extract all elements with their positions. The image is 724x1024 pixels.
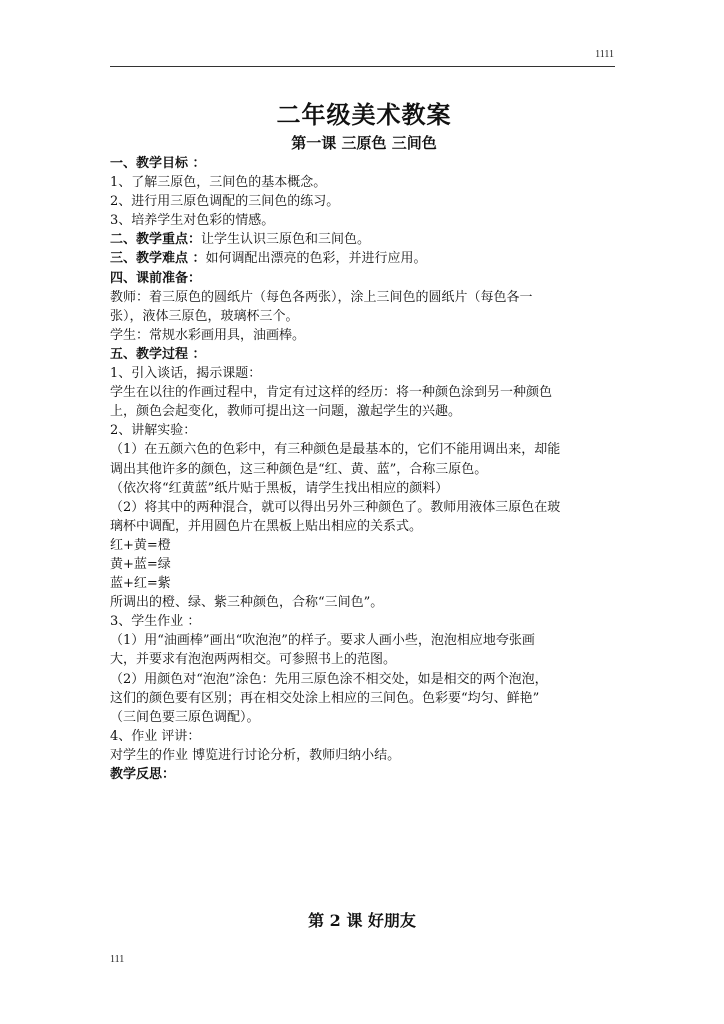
text-line — [110, 249, 618, 268]
text-line: 1、引入谈话，揭示课题： — [110, 366, 262, 382]
document-title: 二年级美术教案 — [276, 100, 452, 129]
text-line: 3、学生作业 ： — [110, 614, 201, 630]
text-line: 这们的颜色要有区别；再在相交处涂上相应的三间色。色彩要“均匀、鲜艳” — [110, 690, 540, 706]
text-line: 璃杯中调配，并用圆色片在黑板上贴出相应的关系式。 — [110, 518, 423, 534]
section-text: 让学生认识三原色和三间色。 — [201, 232, 371, 248]
lesson-subtitle: 第一课 三原色 三间色 — [291, 134, 437, 152]
text-line: 所调出的橙、绿、紫三种颜色，合称“三间色”。 — [110, 595, 384, 611]
text-line: 2、进行用三原色调配的三间色的练习。 — [110, 194, 340, 210]
text-line: 2、讲解实验： — [110, 423, 197, 439]
text-line: 黄+蓝=绿 — [110, 556, 171, 572]
text-line: 大，并要求有泡泡两两相交。可参照书上的范图。 — [110, 652, 397, 668]
text-line: （三间色要三原色调配）。 — [110, 709, 260, 725]
text-line: 3、培养学生对色彩的情感。 — [110, 213, 275, 229]
text-line: 调出其他许多的颜色，这三种颜色是“红、黄、蓝”，合称三原色。 — [110, 461, 488, 477]
text-line: 张），液体三原色，玻璃杯三个。 — [110, 308, 299, 324]
text-line: 一、教学目标 ： — [110, 156, 206, 171]
header-divider — [110, 66, 615, 67]
text-line: 对学生的作业 博览进行讨论分析，教师归纳小结。 — [110, 747, 401, 763]
text-line: 学生在以往的作画过程中，肯定有过这样的经历：将一种颜色涂到另一种颜色 — [110, 385, 553, 401]
text-line: 上，颜色会起变化，教师可提出这一问题，激起学生的兴趣。 — [110, 404, 462, 420]
text-line: （1）在五颜六色的色彩中，有三种颜色是最基本的，它们不能用调出来，却能 — [110, 442, 561, 458]
section-heading: 三、教学难点 ： — [110, 251, 206, 267]
text-line: （2）将其中的两种混合，就可以得出另外三种颜色了。教师用液体三原色在玻 — [110, 499, 561, 515]
text-line: （2）用颜色对“泡泡”涂色：先用三原色涂不相交处，如是相交的两个泡泡， — [110, 671, 548, 687]
lesson-text-lines — [110, 154, 618, 784]
text-line — [110, 230, 618, 249]
lesson-plan-body — [110, 98, 618, 784]
text-line: 学生：常规水彩画用具，油画棒。 — [110, 327, 306, 343]
text-line: 1、了解三原色，三间色的基本概念。 — [110, 175, 327, 191]
text-line: 4、作业 评讲： — [110, 728, 201, 744]
text-line: （依次将“红黄蓝”纸片贴于黑板，请学生找出相应的颜料） — [110, 480, 449, 496]
text-line: 五、教学过程 ： — [110, 346, 206, 362]
text-line: 蓝+红=紫 — [110, 576, 171, 592]
section-text: 如何调配出漂亮的色彩，并进行应用。 — [205, 251, 427, 267]
text-line: 四、课前准备： — [110, 270, 202, 286]
header-page-number: 1111 — [595, 49, 614, 60]
next-lesson-title: 第 2 课 好朋友 — [308, 911, 416, 930]
text-line: （1）用“油画棒”画出“吹泡泡”的样子。要求人画小些，泡泡相应地夸张画 — [110, 633, 535, 649]
text-line: 教师：着三原色的圆纸片（每色各两张），涂上三间色的圆纸片（每色各一 — [110, 289, 533, 305]
section-heading: 二、教学重点： — [110, 232, 202, 248]
text-line: 红+黄=橙 — [110, 537, 171, 553]
text-line: 教学反思： — [110, 767, 176, 782]
footer-page-number: 111 — [110, 954, 125, 965]
